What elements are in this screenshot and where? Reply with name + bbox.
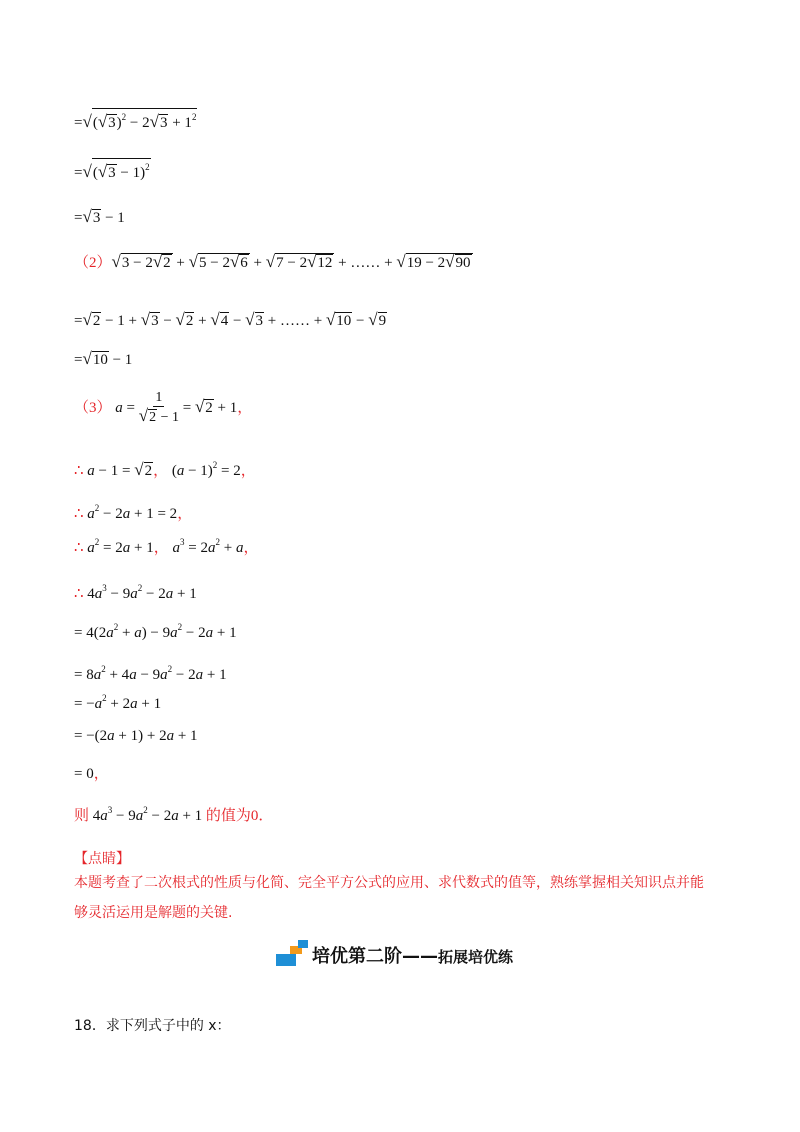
equation-line-15: = −(2a + 1) + 2a + 1	[74, 728, 198, 744]
equation-line-7: （3） a = $\frac{1}{√2 - 1}$ = √2 + 1，	[74, 390, 253, 425]
note-heading: 【点睛】	[74, 851, 130, 867]
part-3-label: （3）	[74, 399, 112, 416]
equation-line-8: ∴ a − 1 = √2， $(a - 1)^2 = 2$，	[74, 460, 256, 479]
equation-line-2: $=√(√3 - 1)^2$	[74, 158, 151, 183]
ze-label: 则	[74, 808, 90, 824]
part-2-label: （2）	[74, 255, 112, 271]
therefore-symbol: ∴	[74, 463, 84, 479]
question-18: 18．求下列式子中的 x：	[74, 1018, 231, 1034]
equation-line-11: ∴ $4a^3 - 9a^2 - 2a + 1$	[74, 583, 197, 602]
equation-line-10: ∴ $a^2 = 2a + 1$， $a^3 = 2a^2 + a$，	[74, 537, 259, 556]
equation-line-16: = 0，	[74, 766, 109, 782]
value-is-label: 的值为0．	[205, 808, 274, 824]
banner-title	[312, 942, 513, 968]
banner-sub: 拓展培优练	[438, 948, 514, 966]
equation-line-6: =√10 − 1	[74, 349, 133, 368]
equation-line-4: （2）√3 − 2√2 + √5 − 2√6 + √7 − 2√12 + …… + √19 − 2√90	[74, 252, 471, 271]
equation-line-1: $=√(√3)^2 - 2√3 + 1^2$	[74, 108, 197, 133]
equation-line-5: =√2 − 1 + √3 − √2 + √4 − √3 + …… + √10 − √9	[74, 310, 387, 329]
section-banner	[276, 940, 513, 970]
equation-line-3: =√3 − 1	[74, 207, 125, 226]
equation-line-9: ∴ $a^2 - 2a + 1 = 2$，	[74, 503, 193, 522]
equation-line-12: = $4(2a^2 + a) - 9a^2 - 2a + 1$	[74, 622, 237, 641]
note-text: 本题考查了二次根式的性质与化简、完全平方公式的应用、求代数式的值等，熟练掌握相关知识点并能够灵活运用是解题的关键.	[74, 875, 704, 921]
stacked-blocks-icon	[276, 940, 312, 970]
banner-main: 培优第二阶——	[312, 946, 438, 967]
equation-line-14: = $-a^2 + 2a + 1$	[74, 693, 162, 712]
equation-line-13: = $8a^2 + 4a - 9a^2 - 2a + 1$	[74, 664, 227, 683]
equation-line-17: 则 $4a^3 - 9a^2 - 2a + 1$ 的值为0．	[74, 805, 274, 824]
